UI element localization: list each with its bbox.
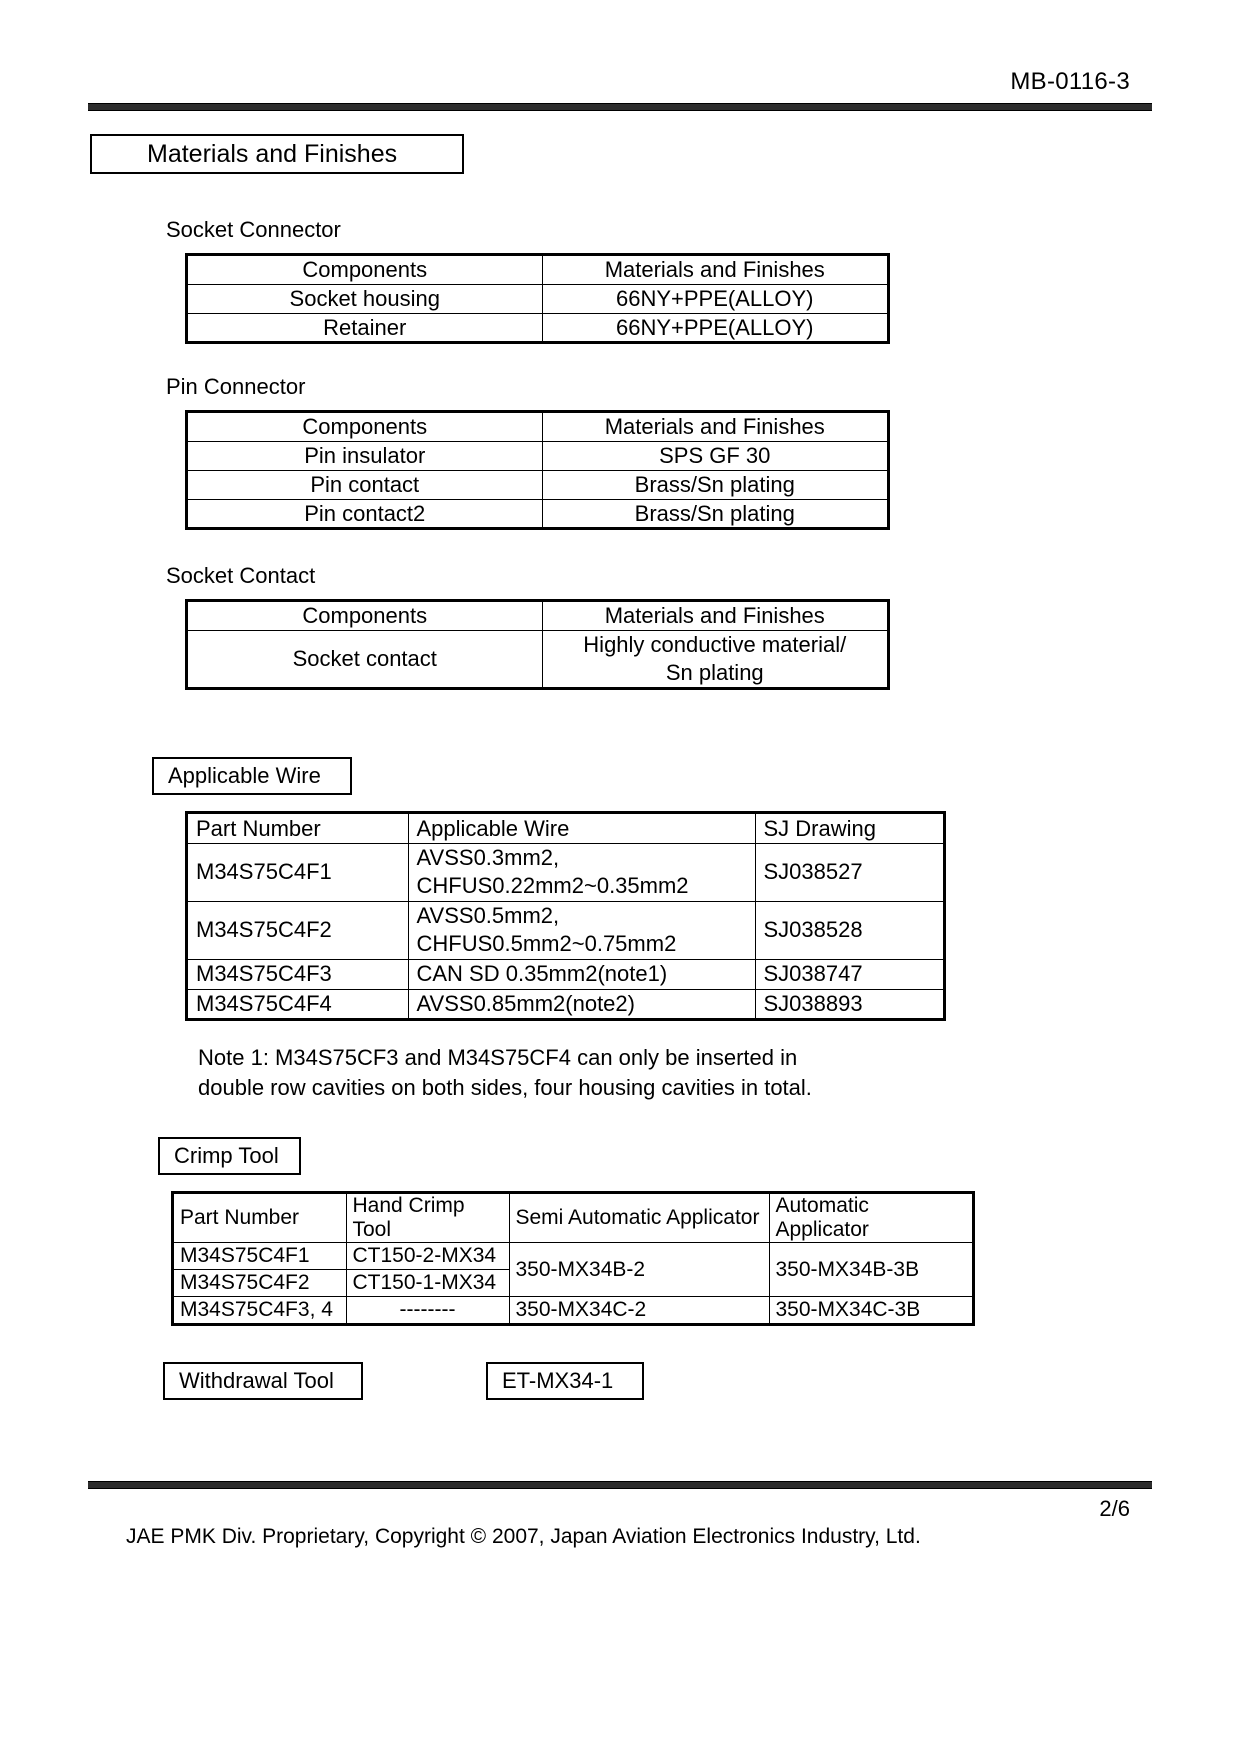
column-header-materials: Materials and Finishes bbox=[542, 255, 888, 284]
cell-wire-line-2: CHFUS0.5mm2~0.75mm2 bbox=[416, 931, 677, 956]
note-1-line-1: Note 1: M34S75CF3 and M34S75CF4 can only be inserted in bbox=[198, 1045, 798, 1070]
document-code: MB-0116-3 bbox=[1010, 68, 1130, 95]
table-header-row bbox=[187, 813, 944, 843]
cell-component: Socket housing bbox=[187, 284, 542, 313]
sub-heading-socket-connector: Socket Connector bbox=[166, 217, 341, 242]
withdrawal-tool-value bbox=[486, 1362, 644, 1400]
column-header-applicable-wire: Applicable Wire bbox=[408, 813, 755, 843]
cell-automatic-applicator: 350-MX34B-3B bbox=[769, 1243, 973, 1297]
column-header-components: Components bbox=[187, 601, 542, 630]
cell-hand-crimp-tool: CT150-2-MX34 bbox=[346, 1243, 509, 1270]
table-row bbox=[173, 1297, 973, 1324]
header-divider bbox=[88, 103, 1152, 111]
cell-part-number: M34S75C4F4 bbox=[187, 989, 408, 1019]
section-title-materials-and-finishes bbox=[90, 134, 464, 174]
cell-part-number: M34S75C4F2 bbox=[173, 1270, 346, 1297]
table-row bbox=[187, 959, 944, 989]
table-row bbox=[187, 630, 888, 688]
cell-component: Retainer bbox=[187, 313, 542, 342]
cell-semi-automatic-applicator: 350-MX34B-2 bbox=[509, 1243, 769, 1297]
cell-material: 66NY+PPE(ALLOY) bbox=[542, 313, 888, 342]
table-row bbox=[187, 989, 944, 1019]
cell-material: 66NY+PPE(ALLOY) bbox=[542, 284, 888, 313]
table-header-row bbox=[187, 412, 888, 441]
cell-sj-drawing: SJ038527 bbox=[755, 843, 944, 901]
cell-material: SPS GF 30 bbox=[542, 441, 888, 470]
table-socket-connector bbox=[186, 254, 889, 343]
column-header-part-number: Part Number bbox=[173, 1193, 346, 1243]
column-header-components: Components bbox=[187, 412, 542, 441]
cell-material-line-2: Sn plating bbox=[665, 659, 764, 685]
cell-material: Brass/Sn plating bbox=[542, 470, 888, 499]
cell-material: Brass/Sn plating bbox=[542, 499, 888, 528]
column-header-part-number: Part Number bbox=[187, 813, 408, 843]
section-title-label: Applicable Wire bbox=[168, 763, 321, 788]
cell-component: Pin contact bbox=[187, 470, 542, 499]
table-row bbox=[187, 470, 888, 499]
cell-applicable-wire bbox=[408, 843, 755, 901]
sub-heading-socket-contact: Socket Contact bbox=[166, 563, 316, 588]
cell-applicable-wire: AVSS0.85mm2(note2) bbox=[408, 989, 755, 1019]
section-title-applicable-wire bbox=[152, 757, 352, 795]
page-number: 2/6 bbox=[1099, 1496, 1130, 1521]
table-pin-connector bbox=[186, 411, 889, 529]
cell-part-number: M34S75C4F2 bbox=[187, 901, 408, 959]
cell-semi-automatic-applicator: 350-MX34C-2 bbox=[509, 1297, 769, 1324]
sub-heading-pin-connector: Pin Connector bbox=[166, 374, 306, 399]
cell-wire-line-1: AVSS0.5mm2, bbox=[416, 902, 560, 928]
table-row bbox=[187, 284, 888, 313]
table-header-row bbox=[187, 255, 888, 284]
cell-hand-crimp-tool: CT150-1-MX34 bbox=[346, 1270, 509, 1297]
cell-part-number: M34S75C4F1 bbox=[173, 1243, 346, 1270]
cell-sj-drawing: SJ038528 bbox=[755, 901, 944, 959]
cell-sj-drawing: SJ038747 bbox=[755, 959, 944, 989]
table-crimp-tool bbox=[172, 1192, 974, 1325]
cell-part-number: M34S75C4F3, 4 bbox=[173, 1297, 346, 1324]
cell-component: Socket contact bbox=[187, 630, 542, 688]
cell-applicable-wire bbox=[408, 901, 755, 959]
section-title-crimp-tool bbox=[158, 1137, 301, 1175]
note-1-line-2: double row cavities on both sides, four housing cavities in total. bbox=[198, 1074, 812, 1100]
cell-wire-line-1: AVSS0.3mm2, bbox=[416, 844, 560, 870]
column-header-sj-drawing: SJ Drawing bbox=[755, 813, 944, 843]
column-header-semi-automatic-applicator: Semi Automatic Applicator bbox=[509, 1193, 769, 1243]
cell-sj-drawing: SJ038893 bbox=[755, 989, 944, 1019]
cell-wire-line-2: CHFUS0.22mm2~0.35mm2 bbox=[416, 873, 689, 898]
cell-part-number: M34S75C4F3 bbox=[187, 959, 408, 989]
note-1 bbox=[198, 1043, 958, 1102]
cell-material bbox=[542, 630, 888, 688]
table-row bbox=[187, 843, 944, 901]
footer-divider bbox=[88, 1481, 1152, 1489]
column-header-hand-crimp-tool: Hand Crimp Tool bbox=[346, 1193, 509, 1243]
cell-applicable-wire: CAN SD 0.35mm2(note1) bbox=[408, 959, 755, 989]
withdrawal-tool-value-label: ET-MX34-1 bbox=[502, 1368, 614, 1393]
footer-copyright: JAE PMK Div. Proprietary, Copyright © 2007, Japan Aviation Electronics Industry, Ltd. bbox=[126, 1525, 921, 1548]
section-title-label: Withdrawal Tool bbox=[179, 1368, 334, 1393]
table-row bbox=[187, 499, 888, 528]
table-row bbox=[187, 901, 944, 959]
table-header-row bbox=[187, 601, 888, 630]
table-row bbox=[173, 1243, 973, 1270]
section-title-withdrawal-tool bbox=[163, 1362, 363, 1400]
table-row bbox=[187, 441, 888, 470]
cell-part-number: M34S75C4F1 bbox=[187, 843, 408, 901]
section-title-label: Materials and Finishes bbox=[147, 139, 398, 168]
column-header-materials: Materials and Finishes bbox=[542, 601, 888, 630]
column-header-components: Components bbox=[187, 255, 542, 284]
column-header-materials: Materials and Finishes bbox=[542, 412, 888, 441]
cell-component: Pin contact2 bbox=[187, 499, 542, 528]
section-title-label: Crimp Tool bbox=[174, 1143, 279, 1168]
cell-automatic-applicator: 350-MX34C-3B bbox=[769, 1297, 973, 1324]
column-header-automatic-applicator: Automatic Applicator bbox=[769, 1193, 973, 1243]
cell-material-line-1: Highly conductive material/ bbox=[583, 631, 847, 657]
table-header-row bbox=[173, 1193, 973, 1243]
table-applicable-wire bbox=[186, 812, 945, 1020]
cell-hand-crimp-tool: -------- bbox=[346, 1297, 509, 1324]
table-row bbox=[187, 313, 888, 342]
table-socket-contact bbox=[186, 600, 889, 689]
cell-component: Pin insulator bbox=[187, 441, 542, 470]
